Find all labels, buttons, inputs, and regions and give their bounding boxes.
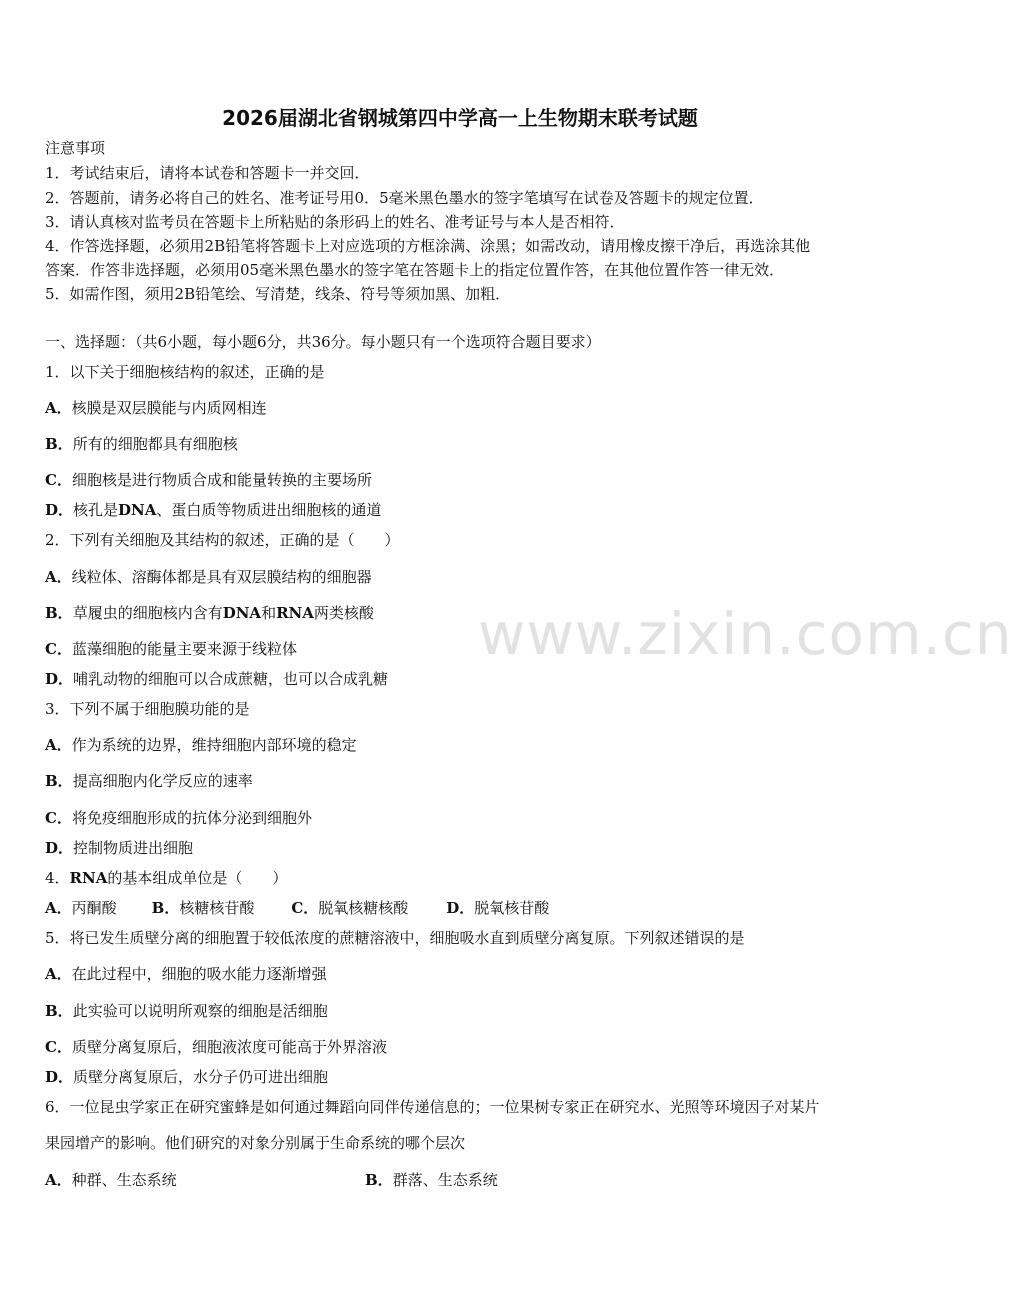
option-text: 哺乳动物的细胞可以合成蔗糖，也可以合成乳糖 <box>73 670 389 688</box>
option-text: 两类核酸 <box>313 604 374 622</box>
option-label: D． <box>45 670 74 688</box>
option-label: D． <box>45 839 74 857</box>
option-text: 、蛋白质等物质进出细胞核的通道 <box>156 501 382 519</box>
watermark: www.zixin.com.cn <box>478 600 1013 668</box>
option-text: 在此过程中，细胞的吸水能力逐渐增强 <box>71 965 327 983</box>
option-text: 质壁分离复原后，细胞液浓度可能高于外界溶液 <box>71 1038 387 1056</box>
question-text-bold: RNA <box>69 869 108 887</box>
option-label: B． <box>45 772 73 790</box>
option-text: 线粒体、溶酶体都是具有双层膜结构的细胞器 <box>71 568 372 586</box>
option-text: 细胞核是进行物质合成和能量转换的主要场所 <box>71 471 372 489</box>
q3-option-b <box>45 771 253 791</box>
notice-item-5: 5．如需作图，须用2B铅笔绘、写清楚，线条、符号等须加黑、加粗． <box>45 285 511 303</box>
option-label: B． <box>151 899 180 917</box>
q3-stem: 3．下列不属于细胞膜功能的是 <box>45 700 250 718</box>
option-text: 质壁分离复原后，水分子仍可进出细胞 <box>73 1068 329 1086</box>
q6-stem-line-2: 果园增产的影响。他们研究的对象分别属于生命系统的哪个层次 <box>45 1134 466 1152</box>
option-text-bold: DNA <box>118 501 157 519</box>
option-text: 将免疫细胞形成的抗体分泌到细胞外 <box>71 809 312 827</box>
q5-stem: 5．将已发生质壁分离的细胞置于较低浓度的蔗糖溶液中，细胞吸水直到质壁分离复原。下列叙述错误的是 <box>45 929 745 947</box>
option-text: 核孔是 <box>73 501 119 519</box>
q1-option-b <box>45 434 238 454</box>
option-text-bold: RNA <box>276 604 314 622</box>
option-label: A． <box>45 568 72 586</box>
option-label: D． <box>45 1068 74 1086</box>
q1-option-d <box>45 500 381 520</box>
section-heading: 一、选择题：（共6小题，每小题6分，共36分。每小题只有一个选项符合题目要求） <box>45 333 601 351</box>
q4-option-d: 脱氧核苷酸 <box>474 899 550 917</box>
option-label: C． <box>291 899 319 917</box>
q4-option-a: 丙酮酸 <box>71 899 117 917</box>
option-text: 所有的细胞都具有细胞核 <box>72 435 238 453</box>
notice-item-2: 2．答题前，请务必将自己的姓名、准考证号用0．5毫米黑色墨水的签字笔填写在试卷及答题卡的规定位置． <box>45 189 764 207</box>
option-text: 蓝藻细胞的能量主要来源于线粒体 <box>71 640 297 658</box>
q1-stem: 1．以下关于细胞核结构的叙述，正确的是 <box>45 363 325 381</box>
q5-option-d <box>45 1067 328 1087</box>
q4-option-c: 脱氧核糖核酸 <box>318 899 409 917</box>
notice-heading: 注意事项 <box>45 139 106 157</box>
option-text: 作为系统的边界，维持细胞内部环境的稳定 <box>71 736 357 754</box>
option-label: A． <box>45 399 72 417</box>
option-text: 种群、生态系统 <box>71 1171 177 1189</box>
notice-item-4-cont: 答案．作答非选择题，必须用05毫米黑色墨水的签字笔在答题卡上的指定位置作答，在其他位置作答一律无效． <box>45 261 785 279</box>
question-number: 4． <box>45 869 70 887</box>
q4-options <box>45 898 549 918</box>
page-title: 2026届湖北省钢城第四中学高一上生物期末联考试题 <box>222 106 698 130</box>
q6-option-b <box>365 1170 498 1190</box>
q2-option-c <box>45 639 297 659</box>
q5-option-c <box>45 1037 387 1057</box>
option-label: A． <box>45 899 72 917</box>
q3-option-d <box>45 838 193 858</box>
q2-option-b <box>45 603 374 623</box>
q4-stem <box>45 868 287 888</box>
option-label: A． <box>45 1171 72 1189</box>
option-text-bold: DNA <box>222 604 262 622</box>
q6-stem-line-1: 6．一位昆虫学家正在研究蜜蜂是如何通过舞蹈向同伴传递信息的；一位果树专家正在研究水、光照等环境因子对某片 <box>45 1098 820 1116</box>
q1-option-a <box>45 398 267 418</box>
q4-option-b: 核糖核苷酸 <box>179 899 255 917</box>
option-label: D． <box>45 501 74 519</box>
option-text: 核膜是双层膜能与内质网相连 <box>71 399 267 417</box>
option-label: B． <box>45 604 73 622</box>
option-text: 群落、生态系统 <box>392 1171 498 1189</box>
option-text: 控制物质进出细胞 <box>73 839 194 857</box>
notice-item-4: 4．作答选择题，必须用2B铅笔将答题卡上对应选项的方框涂满、涂黑；如需改动，请用橡皮擦干净后，再选涂其他 <box>45 237 811 255</box>
option-label: B． <box>45 1002 73 1020</box>
option-text: 草履虫的细胞核内含有 <box>72 604 223 622</box>
q1-option-c <box>45 470 372 490</box>
q6-option-a <box>45 1170 177 1190</box>
q5-option-b <box>45 1001 328 1021</box>
option-label: A． <box>45 965 72 983</box>
option-label: C． <box>45 809 72 827</box>
option-text: 和 <box>261 604 277 622</box>
q3-option-a <box>45 735 357 755</box>
q3-option-c <box>45 808 312 828</box>
option-text: 提高细胞内化学反应的速率 <box>72 772 253 790</box>
question-text: 的基本组成单位是（ ） <box>107 869 288 887</box>
q5-option-a <box>45 964 327 984</box>
option-label: C． <box>45 640 72 658</box>
notice-item-3: 3．请认真核对监考员在答题卡上所粘贴的条形码上的姓名、准考证号与本人是否相符． <box>45 213 625 231</box>
option-label: D． <box>446 899 475 917</box>
q2-option-d <box>45 669 388 689</box>
option-label: A． <box>45 736 72 754</box>
q2-option-a <box>45 567 372 587</box>
option-label: B． <box>45 435 73 453</box>
option-label: B． <box>365 1171 393 1189</box>
q2-stem: 2．下列有关细胞及其结构的叙述，正确的是（ ） <box>45 531 400 549</box>
option-label: C． <box>45 1038 72 1056</box>
option-label: C． <box>45 471 72 489</box>
notice-item-1: 1．考试结束后，请将本试卷和答题卡一并交回． <box>45 164 370 182</box>
option-text: 此实验可以说明所观察的细胞是活细胞 <box>72 1002 328 1020</box>
